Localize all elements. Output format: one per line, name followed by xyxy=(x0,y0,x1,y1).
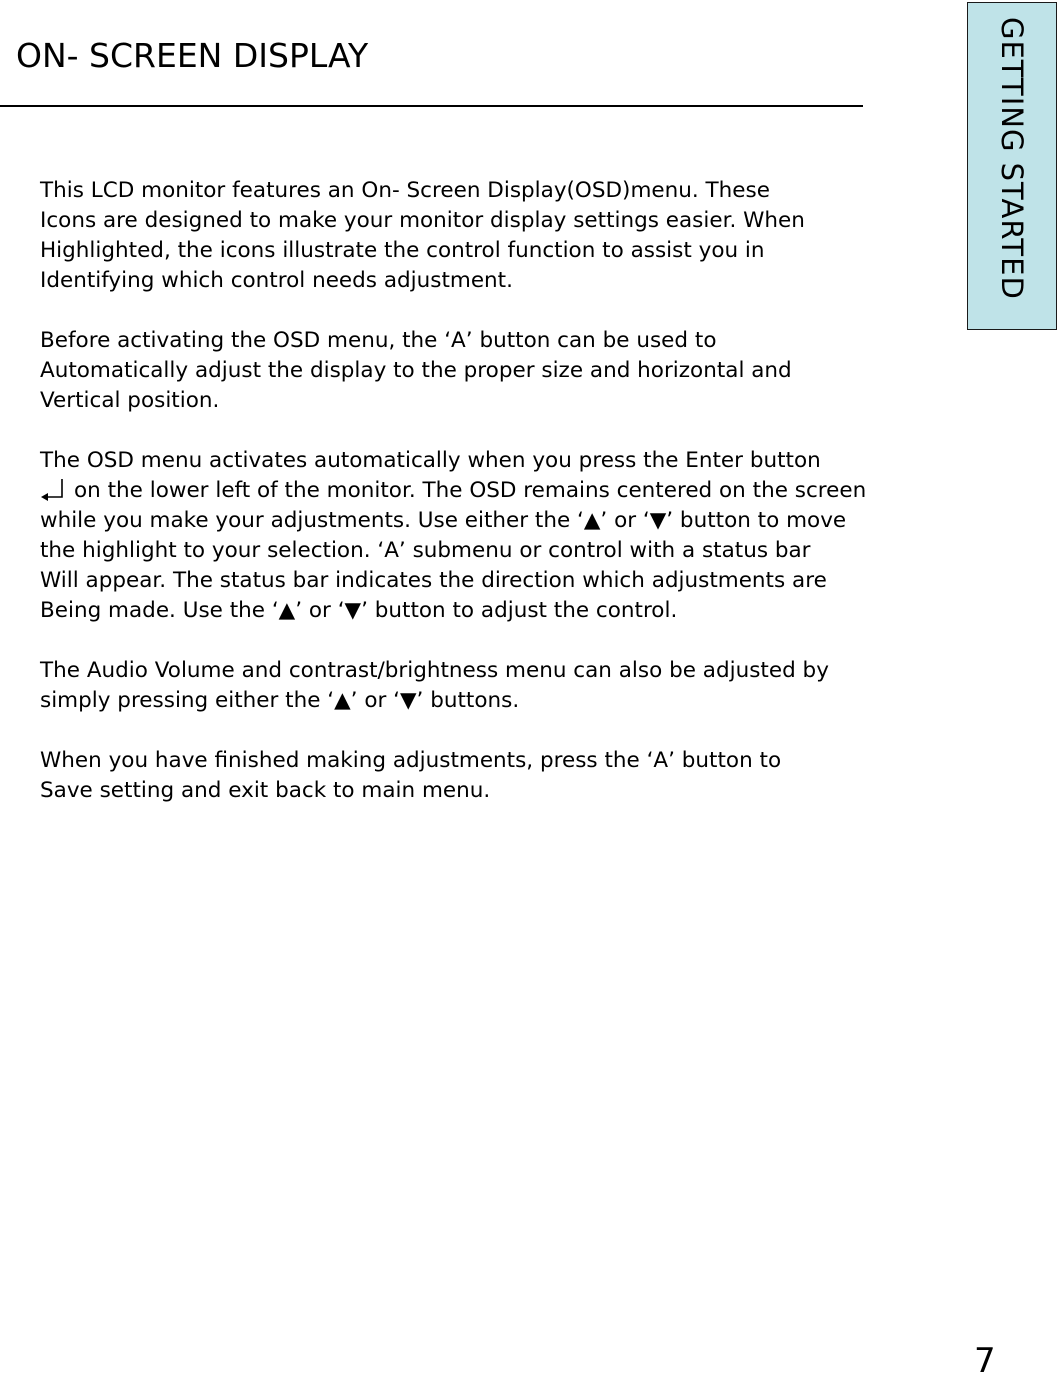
text-line-content: on the lower left of the monitor. The OSD remains centered on the screen xyxy=(74,478,867,503)
text-line: Identifying which control needs adjustment. xyxy=(40,268,513,293)
text-line: This LCD monitor features an On- Screen Display(OSD)menu. These xyxy=(40,178,770,203)
text-line: The OSD menu activates automatically when you press the Enter button xyxy=(40,448,821,473)
text-line: while you make your adjustments. Use either the ‘▲’ or ‘▼’ button to move xyxy=(40,508,847,533)
text-line: Save setting and exit back to main menu. xyxy=(40,778,491,803)
page-title: ON- SCREEN DISPLAY xyxy=(16,36,369,75)
section-tab xyxy=(967,2,1057,330)
text-line: Being made. Use the ‘▲’ or ‘▼’ button to adjust the control. xyxy=(40,598,678,623)
text-line: Vertical position. xyxy=(40,388,220,413)
text-line: simply pressing either the ‘▲’ or ‘▼’ buttons. xyxy=(40,688,520,713)
page-number: 7 xyxy=(974,1341,996,1381)
text-line: Automatically adjust the display to the proper size and horizontal and xyxy=(40,358,792,383)
text-line: The Audio Volume and contrast/brightness menu can also be adjusted by xyxy=(40,658,829,683)
title-divider xyxy=(0,105,863,107)
paragraph-audio-volume xyxy=(40,656,945,716)
paragraph-intro xyxy=(40,176,945,296)
body-text xyxy=(40,176,945,836)
text-line: Before activating the OSD menu, the ‘A’ button can be used to xyxy=(40,328,717,353)
section-tab-label: GETTING STARTED xyxy=(995,17,1029,300)
text-line: Will appear. The status bar indicates the direction which adjustments are xyxy=(40,568,827,593)
paragraph-osd-activation xyxy=(40,446,945,626)
text-line: the highlight to your selection. ‘A’ submenu or control with a status bar xyxy=(40,538,811,563)
text-line: Highlighted, the icons illustrate the control function to assist you in xyxy=(40,238,765,263)
paragraph-save-exit xyxy=(40,746,945,806)
enter-key-icon xyxy=(40,477,70,503)
text-line: When you have finished making adjustments, press the ‘A’ button to xyxy=(40,748,782,773)
text-line-with-icon xyxy=(40,476,945,506)
text-line: Icons are designed to make your monitor display settings easier. When xyxy=(40,208,805,233)
paragraph-auto-adjust xyxy=(40,326,945,416)
